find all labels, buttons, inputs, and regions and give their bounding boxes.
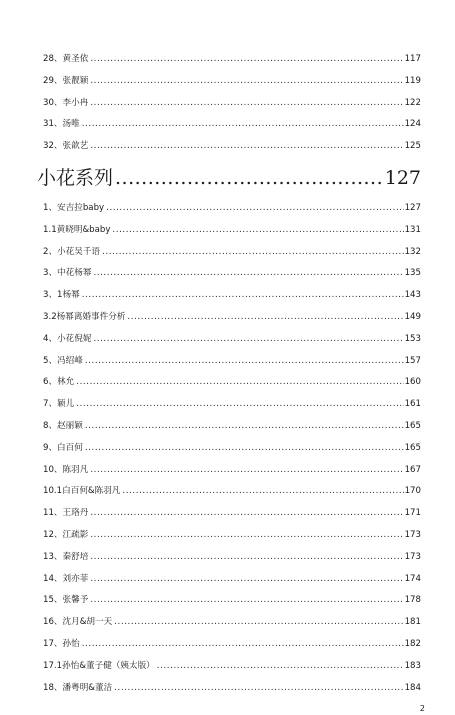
dot-leader [122, 481, 403, 503]
toc-entry[interactable] [43, 242, 421, 264]
toc-entry[interactable] [43, 460, 421, 482]
toc-entry[interactable] [43, 416, 421, 438]
dot-leader [90, 590, 403, 612]
toc-entry-title: 3、1杨幂 [43, 290, 80, 301]
toc-entry-title: 10.1白百何&陈羽凡 [43, 486, 121, 497]
dot-leader [115, 158, 383, 198]
toc-entry[interactable] [43, 136, 421, 158]
dot-leader [90, 49, 403, 71]
toc-entry-title: 3.2杨幂离婚事件分析 [43, 311, 126, 322]
toc-entry-page-number: 183 [404, 660, 421, 671]
toc-entry-page-number: 135 [404, 268, 421, 279]
dot-leader [82, 634, 404, 656]
dot-leader [90, 569, 403, 591]
toc-entry[interactable] [43, 263, 421, 285]
toc-entry[interactable] [43, 612, 421, 634]
dot-leader [114, 678, 403, 700]
toc-entry-page-number: 184 [404, 682, 421, 693]
dot-leader [90, 71, 403, 93]
toc-entry-title: 7、颖儿 [43, 399, 75, 410]
toc-entry[interactable] [43, 93, 421, 115]
toc-entry-page-number: 153 [404, 333, 421, 344]
toc-entry-page-number: 174 [404, 573, 421, 584]
dot-leader [93, 329, 403, 351]
toc-entry[interactable] [43, 525, 421, 547]
section-title: 小花系列 [37, 166, 114, 189]
dot-leader [90, 503, 403, 525]
dot-leader [85, 438, 404, 460]
toc-entry[interactable] [43, 394, 421, 416]
dot-leader [90, 136, 403, 158]
toc-entry-page-number: 125 [404, 141, 421, 152]
toc-entry-page-number: 122 [404, 97, 421, 108]
dot-leader [82, 114, 404, 136]
toc-entry-title: 11、王珞丹 [43, 508, 89, 519]
toc-entry-page-number: 157 [404, 355, 421, 366]
toc-entry-title: 10、陈羽凡 [43, 464, 89, 475]
toc-entry-page-number: 173 [404, 529, 421, 540]
toc-entry-title: 13、秦舒培 [43, 551, 89, 562]
dot-leader [90, 93, 403, 115]
dot-leader [90, 460, 403, 482]
dot-leader [112, 220, 403, 242]
toc-entry-title: 15、张馨予 [43, 595, 89, 606]
toc-entry[interactable] [43, 351, 421, 373]
dot-leader [82, 285, 404, 307]
toc-entry[interactable] [43, 569, 421, 591]
toc-entry-page-number: 143 [404, 290, 421, 301]
dot-leader [157, 656, 404, 678]
toc-entry[interactable] [43, 481, 421, 503]
page-footer-number: 2 [419, 704, 425, 713]
toc-entry-title: 17、孙怡 [43, 638, 80, 649]
toc-entry[interactable] [43, 590, 421, 612]
toc-entry-title: 8、赵丽颖 [43, 420, 83, 431]
table-of-contents [37, 49, 421, 699]
toc-entry-title: 3、中花杨幂 [43, 268, 92, 279]
toc-entry[interactable] [43, 503, 421, 525]
toc-entry-page-number: 132 [404, 246, 421, 257]
toc-entry[interactable] [43, 372, 421, 394]
toc-entry-title: 31、汤唯 [43, 119, 80, 130]
toc-entry-title: 1、安吉拉baby [43, 202, 105, 213]
toc-entry-page-number: 178 [404, 595, 421, 606]
toc-entry-title: 17.1孙怡&董子健（姨太版） [43, 660, 155, 671]
toc-entry[interactable] [43, 220, 421, 242]
toc-group-top [43, 49, 421, 158]
toc-entry-title: 6、林允 [43, 377, 75, 388]
toc-entry[interactable] [43, 329, 421, 351]
toc-entry-page-number: 165 [404, 442, 421, 453]
toc-entry-page-number: 171 [404, 508, 421, 519]
dot-leader [106, 198, 403, 220]
toc-entry-page-number: 149 [404, 311, 421, 322]
toc-entry[interactable] [43, 114, 421, 136]
dot-leader [102, 242, 404, 264]
toc-entry-title: 9、白百何 [43, 442, 83, 453]
toc-entry-page-number: 167 [404, 464, 421, 475]
toc-entry[interactable] [43, 656, 421, 678]
dot-leader [85, 351, 404, 373]
toc-entry-page-number: 117 [404, 54, 421, 64]
dot-leader [114, 612, 403, 634]
dot-leader [76, 372, 403, 394]
toc-entry-title: 18、潘粤明&董洁 [43, 682, 113, 693]
dot-leader [90, 525, 403, 547]
toc-entry-page-number: 165 [404, 420, 421, 431]
toc-entry-title: 16、沈月&胡一天 [43, 617, 113, 628]
toc-entry[interactable] [43, 678, 421, 700]
toc-entry-page-number: 124 [404, 119, 421, 130]
toc-entry-page-number: 160 [404, 377, 421, 388]
toc-entry[interactable] [43, 49, 421, 71]
toc-entry-title: 14、刘亦菲 [43, 573, 89, 584]
toc-entry-page-number: 119 [404, 75, 421, 86]
dot-leader [127, 307, 403, 329]
toc-group-bottom [43, 198, 421, 699]
toc-entry[interactable] [43, 634, 421, 656]
section-page-number: 127 [384, 166, 421, 189]
toc-entry[interactable] [43, 547, 421, 569]
toc-entry-page-number: 181 [404, 617, 421, 628]
toc-entry-page-number: 182 [404, 638, 421, 649]
toc-entry-title: 32、张歆艺 [43, 141, 89, 152]
toc-entry-page-number: 127 [404, 202, 421, 213]
toc-entry-title: 30、李小冉 [43, 97, 89, 108]
section-heading[interactable] [37, 158, 421, 198]
toc-entry-title: 5、冯绍峰 [43, 355, 83, 366]
toc-entry[interactable] [43, 198, 421, 220]
toc-entry-title: 28、黄圣依 [43, 54, 89, 64]
toc-entry[interactable] [43, 71, 421, 93]
toc-entry-page-number: 173 [404, 551, 421, 562]
toc-entry[interactable] [43, 438, 421, 460]
toc-entry-page-number: 161 [404, 399, 421, 410]
dot-leader [76, 394, 403, 416]
dot-leader [93, 263, 403, 285]
dot-leader [90, 547, 403, 569]
toc-entry-page-number: 170 [404, 486, 421, 497]
dot-leader [85, 416, 404, 438]
toc-entry-title: 2、小花吴千语 [43, 246, 101, 257]
toc-entry[interactable] [43, 307, 421, 329]
toc-entry[interactable] [43, 285, 421, 307]
toc-entry-page-number: 131 [404, 224, 421, 235]
toc-entry-title: 4、小花倪妮 [43, 333, 92, 344]
toc-entry-title: 29、张靓颖 [43, 75, 89, 86]
toc-entry-title: 1.1黄晓明&baby [43, 224, 111, 235]
toc-entry-title: 12、江疏影 [43, 529, 89, 540]
